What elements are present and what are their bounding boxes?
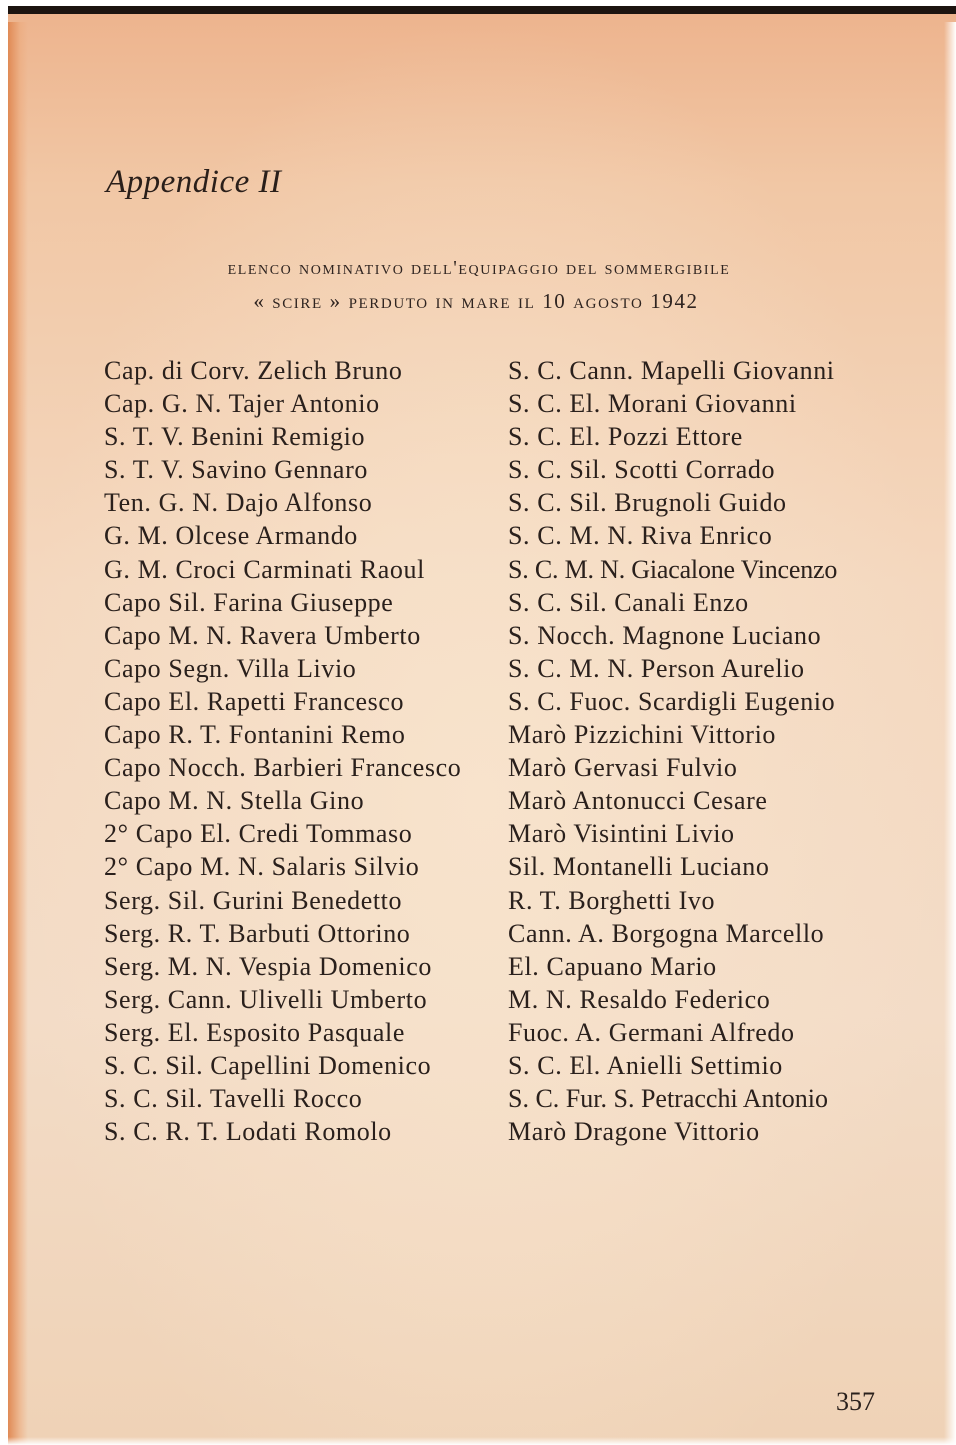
crew-member: S. C. Fuoc. Scardigli Eugenio (508, 686, 836, 716)
crew-member: S. C. Cann. Mapelli Giovanni (508, 356, 835, 385)
crew-member: Serg. Cann. Ulivelli Umberto (104, 984, 428, 1014)
crew-member: S. T. V. Savino Gennaro (104, 455, 368, 485)
crew-member: S. C. Sil. Tavelli Rocco (104, 1084, 363, 1114)
crew-member: 2° Capo M. N. Salaris Silvio (104, 852, 420, 882)
appendix-heading: Appendice II (106, 164, 282, 200)
crew-member: S. C. M. N. Person Aurelio (508, 653, 805, 683)
crew-list-left (104, 354, 494, 1148)
crew-member: Capo R. T. Fontanini Remo (104, 720, 406, 750)
crew-member: Capo El. Rapetti Francesco (104, 686, 405, 716)
crew-member: Capo Nocch. Barbieri Francesco (104, 753, 462, 783)
crew-member: S. C. Sil. Brugnoli Guido (508, 488, 787, 518)
crew-member: G. M. Olcese Armando (104, 521, 358, 551)
crew-member: Marò Gervasi Fulvio (508, 753, 738, 783)
crew-member: Capo Segn. Villa Livio (104, 653, 357, 683)
crew-member: Serg. Sil. Gurini Benedetto (104, 885, 403, 915)
crew-member: S. C. Sil. Scotti Corrado (508, 455, 776, 485)
crew-member: S. C. M. N. Riva Enrico (508, 521, 773, 551)
crew-member: Capo M. N. Stella Gino (104, 786, 365, 816)
crew-member: S. C. El. Morani Giovanni (508, 389, 797, 419)
crew-member: S. C. Sil. Capellini Domenico (104, 1050, 432, 1080)
crew-member: Serg. El. Esposito Pasquale (104, 1017, 405, 1047)
crew-member: Sil. Montanelli Luciano (508, 852, 770, 882)
crew-member: Marò Dragone Vittorio (508, 1117, 760, 1147)
crew-member: Capo Sil. Farina Giuseppe (104, 587, 394, 617)
crew-member: M. N. Resaldo Federico (508, 984, 771, 1014)
crew-member: El. Capuano Mario (508, 951, 717, 981)
crew-member: Ten. G. N. Dajo Alfonso (104, 488, 373, 518)
page-number: 357 (836, 1387, 875, 1416)
crew-member: Marò Pizzichini Vittorio (508, 720, 776, 750)
crew-member: Marò Visintini Livio (508, 819, 735, 849)
crew-member: S. C. R. T. Lodati Romolo (104, 1117, 392, 1147)
crew-member: Cap. di Corv. Zelich Bruno (104, 356, 403, 385)
crew-list-right (508, 354, 938, 1148)
crew-member: Cap. G. N. Tajer Antonio (104, 389, 380, 419)
crew-member: S. C. El. Anielli Settimio (508, 1050, 783, 1080)
crew-member: Cann. A. Borgogna Marcello (508, 918, 825, 948)
crew-member: S. Nocch. Magnone Luciano (508, 620, 822, 650)
crew-member: Capo M. N. Ravera Umberto (104, 620, 421, 650)
crew-member: 2° Capo El. Credi Tommaso (104, 819, 413, 849)
crew-member: S. C. El. Pozzi Ettore (508, 422, 743, 452)
crew-member: S. T. V. Benini Remigio (104, 422, 366, 452)
page-bottom-edge (8, 1437, 956, 1445)
crew-member: Serg. R. T. Barbuti Ottorino (104, 918, 411, 948)
crew-member: S. C. Sil. Canali Enzo (508, 587, 749, 617)
list-title-line-1: elenco nominativo dell'equipaggio del sommergibile (227, 257, 731, 279)
crew-member: S. C. Fur. S. Petracchi Antonio (508, 1084, 828, 1114)
list-title-line-2: « scire » perduto in mare il 10 agosto 1942 (253, 289, 699, 313)
crew-member: Fuoc. A. Germani Alfredo (508, 1017, 795, 1047)
crew-member: S. C. M. N. Giacalone Vincenzo (508, 554, 838, 584)
page-right-edge (944, 22, 956, 1445)
crew-member: Marò Antonucci Cesare (508, 786, 768, 816)
crew-member: R. T. Borghetti Ivo (508, 885, 716, 915)
crew-member: G. M. Croci Carminati Raoul (104, 554, 425, 584)
crew-member: Serg. M. N. Vespia Domenico (104, 951, 432, 981)
page-spine-shadow (8, 22, 28, 1445)
paper-sheet (8, 6, 956, 1445)
